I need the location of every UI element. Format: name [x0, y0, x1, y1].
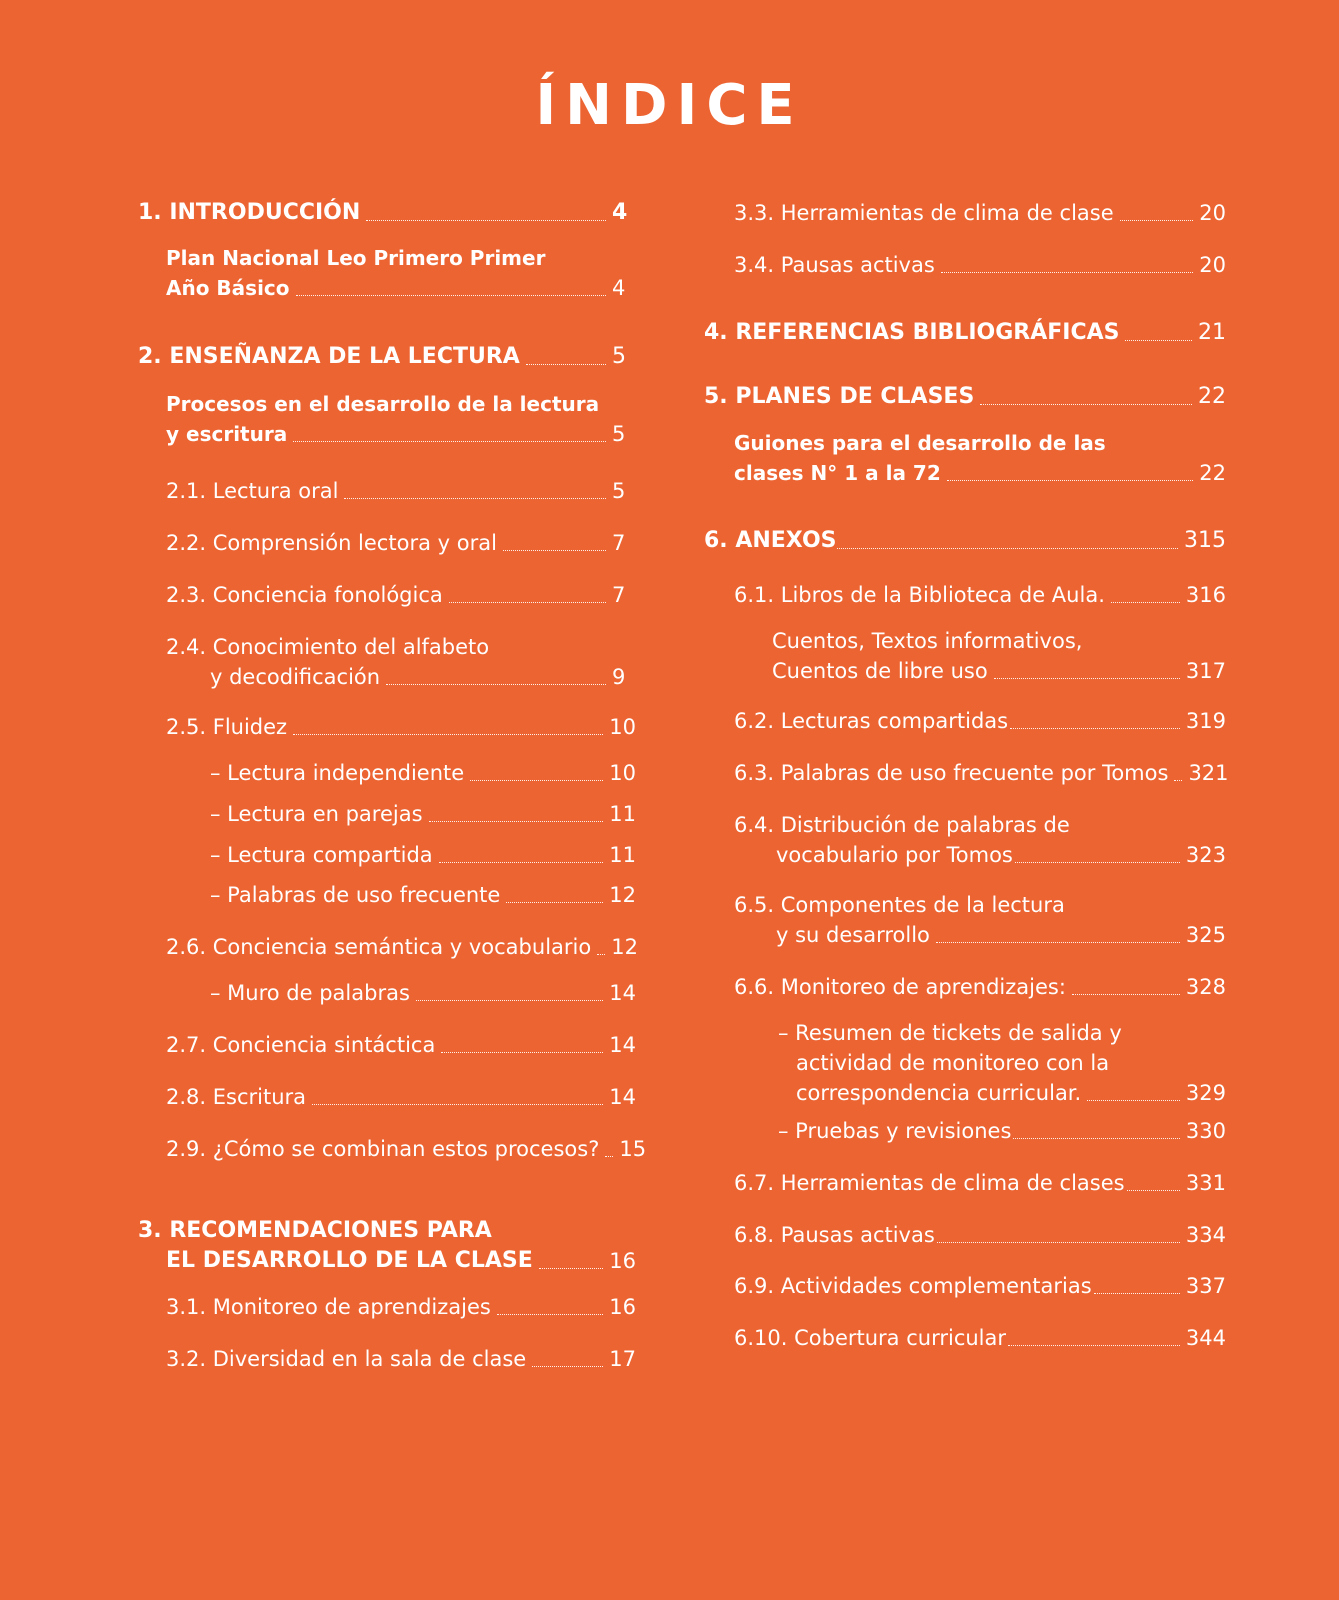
toc-page: 20 [1199, 201, 1226, 225]
toc-page: 10 [609, 715, 636, 739]
toc-label: 2.1. Lectura oral [166, 479, 339, 503]
toc-page: 7 [612, 583, 626, 607]
toc-page: 22 [1198, 384, 1226, 409]
dot-leader [503, 549, 606, 551]
dot-leader [980, 403, 1192, 405]
toc-label: 3.1. Monitoreo de aprendizajes [166, 1295, 491, 1319]
toc-label: 6.10. Cobertura curricular [734, 1326, 1007, 1350]
toc-entry[interactable] [138, 389, 636, 449]
toc-label: 4. REFERENCIAS BIBLIOGRÁFICAS [704, 320, 1120, 345]
dot-leader [1010, 727, 1180, 729]
dot-leader [994, 677, 1180, 679]
toc-page: 4 [612, 200, 628, 225]
toc-page: 334 [1185, 1223, 1226, 1247]
dot-leader [941, 271, 1193, 273]
toc-label-line2: clases N° 1 a la 72 [734, 461, 941, 485]
toc-page: 5 [612, 344, 626, 369]
toc-label: 2.5. Fluidez [166, 715, 288, 739]
dot-leader [1013, 1137, 1180, 1139]
toc-entry[interactable] [704, 626, 1226, 686]
toc-entry[interactable] [704, 890, 1226, 950]
toc-page: 317 [1185, 659, 1226, 683]
toc-page: 21 [1198, 320, 1226, 345]
toc-label: – Lectura independiente [210, 761, 465, 785]
dot-leader [947, 479, 1194, 481]
toc-page: 11 [609, 843, 636, 867]
toc-label-line2: y escritura [166, 422, 288, 446]
toc-label-line1: – Resumen de tickets de salida y [778, 1021, 1122, 1045]
toc-label-line2: y decodificación [210, 665, 381, 689]
toc-entry[interactable] [138, 476, 636, 506]
toc-label: 6.8. Pausas activas [734, 1223, 935, 1247]
dot-leader [312, 1103, 603, 1105]
dot-leader [1125, 339, 1192, 341]
toc-label-line1: Guiones para el desarrollo de las [734, 431, 1106, 455]
toc-entry[interactable] [704, 382, 1226, 412]
dot-leader [597, 953, 605, 955]
toc-label: 2.7. Conciencia sintáctica [166, 1033, 436, 1057]
toc-page: 17 [609, 1347, 636, 1371]
toc-label: 6.3. Palabras de uso frecuente por Tomos [734, 761, 1169, 785]
dot-leader [937, 1241, 1180, 1243]
toc-entry[interactable] [138, 840, 636, 870]
toc-entry[interactable] [704, 250, 1226, 280]
toc-page: 325 [1185, 923, 1226, 947]
toc-entry[interactable] [138, 1292, 636, 1322]
toc-entry[interactable] [138, 799, 636, 829]
toc-label-line2: vocabulario por Tomos [776, 843, 1013, 867]
toc-label-line1: 6.4. Distribución de palabras de [734, 813, 1070, 837]
toc-entry[interactable] [138, 1030, 636, 1060]
toc-label-line1: Cuentos, Textos informativos, [772, 629, 1083, 653]
toc-page: 11 [609, 802, 636, 826]
toc-label-line1: 2.4. Conocimiento del alfabeto [166, 635, 490, 659]
toc-entry[interactable] [138, 1082, 636, 1112]
toc-entry[interactable] [704, 758, 1229, 788]
toc-label: 3.4. Pausas activas [734, 253, 935, 277]
toc-label-line2: actividad de monitoreo con la [796, 1051, 1110, 1075]
toc-entry[interactable] [138, 528, 636, 558]
toc-entry[interactable] [138, 880, 636, 910]
toc-page: 14 [609, 1085, 636, 1109]
dot-leader [441, 1051, 603, 1053]
toc-entry[interactable] [704, 1271, 1226, 1301]
dot-leader [1015, 861, 1180, 863]
toc-label: 1. INTRODUCCIÓN [138, 200, 361, 225]
toc-label-line3: correspondencia curricular. [796, 1081, 1082, 1105]
toc-entry[interactable] [704, 972, 1226, 1002]
toc-page: 5 [612, 479, 626, 503]
toc-page: 337 [1185, 1274, 1226, 1298]
toc-label: – Pruebas y revisiones [778, 1119, 1012, 1143]
toc-page: 331 [1185, 1171, 1226, 1195]
toc-page: 323 [1185, 843, 1226, 867]
toc-page: 12 [611, 935, 638, 959]
toc-page: 22 [1199, 461, 1226, 485]
toc-page: 12 [609, 883, 636, 907]
toc-label: 2.8. Escritura [166, 1085, 307, 1109]
toc-entry[interactable] [704, 1168, 1226, 1198]
toc-label: 3.3. Herramientas de clima de clase [734, 201, 1114, 225]
toc-page: 328 [1185, 975, 1226, 999]
toc-page: 16 [609, 1249, 636, 1273]
toc-label: – Muro de palabras [210, 981, 410, 1005]
dot-leader [837, 547, 1178, 549]
dot-leader [416, 999, 603, 1001]
toc-label: 2.6. Conciencia semántica y vocabulario [166, 935, 592, 959]
toc-page: 10 [609, 761, 636, 785]
toc-page: 344 [1185, 1326, 1226, 1350]
toc-entry[interactable] [138, 712, 636, 742]
toc-label: 6.2. Lecturas compartidas [734, 709, 1009, 733]
toc-entry[interactable] [138, 580, 636, 610]
toc-label: 6.6. Monitoreo de aprendizajes: [734, 975, 1066, 999]
toc-entry[interactable] [704, 1018, 1226, 1108]
toc-label: 6.1. Libros de la Biblioteca de Aula. [734, 583, 1105, 607]
toc-entry[interactable] [138, 342, 636, 372]
toc-entry[interactable] [138, 1216, 636, 1276]
toc-entry[interactable] [704, 810, 1226, 870]
toc-label: 6.9. Actividades complementarias [734, 1274, 1092, 1298]
dot-leader [1094, 1292, 1180, 1294]
toc-label: – Lectura compartida [210, 843, 433, 867]
dot-leader [296, 294, 606, 296]
toc-page: 329 [1185, 1081, 1226, 1105]
toc-label-line1: 3. RECOMENDACIONES PARA [138, 1218, 492, 1243]
toc-page: 5 [612, 422, 626, 446]
toc-entry[interactable] [138, 758, 636, 788]
toc-label: 6.7. Herramientas de clima de clases [734, 1171, 1125, 1195]
toc-label-line1: Plan Nacional Leo Primero Primer [166, 246, 546, 270]
toc-page: 319 [1185, 709, 1226, 733]
toc-label: – Lectura en parejas [210, 802, 423, 826]
dot-leader [293, 733, 603, 735]
toc-entry[interactable] [704, 198, 1226, 228]
toc-page: 20 [1199, 253, 1226, 277]
toc-entry[interactable] [704, 428, 1226, 488]
toc-label-line2: Cuentos de libre uso [772, 659, 988, 683]
toc-page: 14 [609, 1033, 636, 1057]
toc-page: 4 [612, 276, 626, 300]
toc-entry[interactable] [704, 706, 1226, 736]
page-title: ÍNDICE [535, 73, 804, 138]
toc-entry[interactable] [704, 526, 1226, 556]
toc-entry[interactable] [138, 243, 636, 303]
toc-entry[interactable] [138, 198, 636, 228]
dot-leader [293, 440, 606, 442]
dot-leader [1008, 1344, 1180, 1346]
toc-page: 15 [619, 1137, 647, 1161]
toc-entry[interactable] [138, 932, 636, 962]
toc-entry[interactable] [138, 1134, 647, 1164]
toc-label: 5. PLANES DE CLASES [704, 384, 975, 409]
dot-leader [1120, 219, 1194, 221]
toc-label-line1: Procesos en el desarrollo de la lectura [166, 392, 600, 416]
toc-entry[interactable] [138, 1344, 636, 1374]
toc-page: 9 [612, 665, 626, 689]
toc-label: 2.2. Comprensión lectora y oral [166, 531, 497, 555]
toc-page: 7 [612, 531, 626, 555]
toc-entry[interactable] [704, 1116, 1226, 1146]
dot-leader [386, 683, 606, 685]
dot-leader [429, 820, 604, 822]
toc-label-line2: EL DESARROLLO DE LA CLASE [166, 1248, 533, 1273]
toc-page: 321 [1188, 761, 1229, 785]
dot-leader [1127, 1189, 1180, 1191]
dot-leader [470, 779, 603, 781]
toc-page: 316 [1185, 583, 1226, 607]
dot-leader [449, 601, 606, 603]
dot-leader [526, 363, 606, 365]
toc-entry[interactable] [704, 1220, 1226, 1250]
toc-label-line2: Año Básico [166, 276, 290, 300]
toc-label: – Palabras de uso frecuente [210, 883, 501, 907]
toc-label: 2.3. Conciencia fonológica [166, 583, 443, 607]
toc-entry[interactable] [704, 318, 1226, 348]
toc-label-line2: y su desarrollo [776, 923, 930, 947]
toc-entry[interactable] [704, 1323, 1226, 1353]
dot-leader [344, 497, 606, 499]
toc-label: 2. ENSEÑANZA DE LA LECTURA [138, 344, 520, 369]
dot-leader [532, 1365, 603, 1367]
toc-label: 6. ANEXOS [704, 528, 837, 553]
toc-label-line1: 6.5. Componentes de la lectura [734, 893, 1065, 917]
toc-entry[interactable] [138, 632, 636, 692]
dot-leader [1087, 1099, 1180, 1101]
dot-leader [539, 1267, 603, 1269]
dot-leader [1072, 993, 1180, 995]
toc-page: 16 [609, 1295, 636, 1319]
dot-leader [1111, 601, 1180, 603]
toc-label: 2.9. ¿Cómo se combinan estos procesos? [166, 1137, 600, 1161]
dot-leader [1174, 779, 1182, 781]
toc-page: 315 [1184, 528, 1226, 553]
dot-leader [439, 861, 604, 863]
dot-leader [936, 941, 1180, 943]
dot-leader [366, 219, 606, 221]
toc-entry[interactable] [704, 580, 1226, 610]
toc-page: 330 [1185, 1119, 1226, 1143]
toc-entry[interactable] [138, 978, 636, 1008]
dot-leader [605, 1155, 613, 1157]
dot-leader [506, 901, 603, 903]
toc-label: 3.2. Diversidad en la sala de clase [166, 1347, 527, 1371]
dot-leader [497, 1313, 603, 1315]
toc-page: 14 [609, 981, 636, 1005]
